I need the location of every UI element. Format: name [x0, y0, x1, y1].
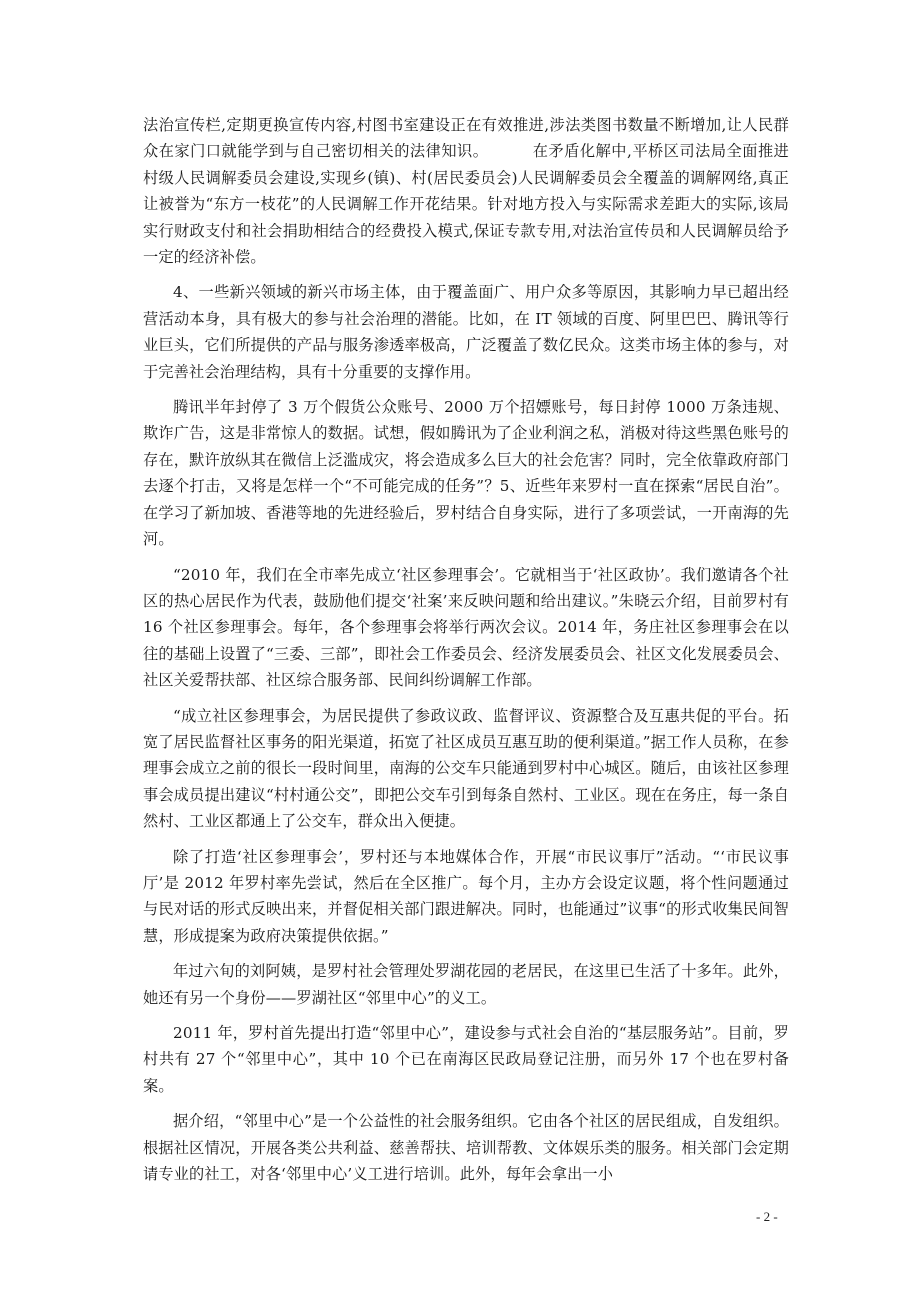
paragraph-new-market-entities: 4、一些新兴领域的新兴市场主体，由于覆盖面广、用户众多等原因，其影响力早已超出经营活动本身，具有极大的参与社会治理的潜能。比如，在 IT 领域的百度、阿里巴巴、腾讯等行业巨头，它们所提供的产品与服务渗透率极高，广泛覆盖了数亿民众。这类市场主体的参与，对于完善社会治理结构，具有十分重要的支撑作用。	[143, 283, 789, 381]
paragraph-text: 法治宣传栏,定期更换宣传内容,村图书室建设正在有效推进,涉法类图书数量不断增加,让人民群众在家门口就能学到与自己密切相关的法律知识。	[143, 116, 789, 161]
paragraph-text: 在矛盾化解中,平桥区司法局全面推进村级人民调解委员会建设,实现乡(镇)、村(居民委员会)人民调解委员会全覆盖的调解网络,真正让被誉为“东方一枝花”的人民调解工作开花结果。针对地方投入与实际需求差距大的实际,该局实行财政支付和社会捐助相结合的经费投入模式,保证专款专用,对法治宣传员和人民调解员给予一定的经济补偿。	[143, 142, 789, 267]
paragraph-aunt-liu: 年过六旬的刘阿姨，是罗村社会管理处罗湖花园的老居民，在这里已生活了十多年。此外，她还有另一个身份——罗湖社区“邻里中心”的义工。	[143, 962, 789, 1007]
paragraph-center-intro: 据介绍，“邻里中心”是一个公益性的社会服务组织。它由各个社区的居民组成，自发组织。根据社区情况，开展各类公共利益、慈善帮扶、培训帮教、文体娱乐类的服务。相关部门会定期请专业的社工，对各‘邻里中心’义工进行培训。此外，每年会拿出一小	[143, 1112, 789, 1184]
paragraph-tencent-accounts: 腾讯半年封停了 3 万个假货公众账号、2000 万个招嫖账号，每日封停 1000 万条违规、欺诈广告，这是非常惊人的数据。试想，假如腾讯为了企业利润之私，消极对待这些黑色账号的存在，默许放纵其在微信上泛滥成灾，将会造成多么巨大的社会危害？同时，完全依靠政府部门去逐个打击，又将是怎样一个“不可能完成的任务”？5、近些年来罗村一直在探索“居民自治”。在学习了新加坡、香港等地的先进经验后，罗村结合自身实际，进行了多项尝试，一开南海的先河。	[143, 398, 789, 549]
page-number: - 2 -	[756, 1209, 778, 1224]
paragraph-community-council: “2010 年，我们在全市率先成立‘社区参理事会’。它就相当于‘社区政协’。我们邀请各个社区的热心居民作为代表，鼓励他们提交‘社案’来反映问题和给出建议。”朱晓云介绍，目前罗村有 16 个社区参理事会。每年，各个参理事会将举行两次会议。2014 年，务庄社区参理事会在以往的基础上设置了“三委、三部”，即社会工作委员会、经济发展委员会、社区文化发展委员会、社区关爱帮扶部、社区综合服务部、民间纠纷调解工作部。	[143, 565, 789, 690]
paragraph-legal-publicity	[143, 112, 789, 270]
paragraph-citizen-hall: 除了打造‘社区参理事会’，罗村还与本地媒体合作，开展“市民议事厅”活动。“‘市民议事厅’是 2012 年罗村率先尝试，然后在全区推广。每个月，主办方会设定议题，将个性问题通过与民对话的形式反映出来，并督促相关部门跟进解决。同时，也能通过”议事“的形式收集民间智慧，形成提案为政府决策提供依据。”	[143, 847, 789, 945]
paragraph-neighborhood-center: 2011 年，罗村首先提出打造“邻里中心”，建设参与式社会自治的“基层服务站”。目前，罗村共有 27 个“邻里中心”，其中 10 个已在南海区民政局登记注册，而另外 17 个也在罗村备案。	[143, 1024, 789, 1095]
paragraph-council-platform: “成立社区参理事会，为居民提供了参政议政、监督评议、资源整合及互惠共促的平台。拓宽了居民监督社区事务的阳光渠道，拓宽了社区成员互惠互助的便利渠道。”据工作人员称，在参理事会成立之前的很长一段时间里，南海的公交车只能通到罗村中心城区。随后，由该社区参理事会成员提出建议“村村通公交”，即把公交车引到每条自然村、工业区。现在在务庄，每一条自然村、工业区都通上了公交车，群众出入便捷。	[143, 706, 789, 831]
document-body	[143, 112, 789, 1196]
